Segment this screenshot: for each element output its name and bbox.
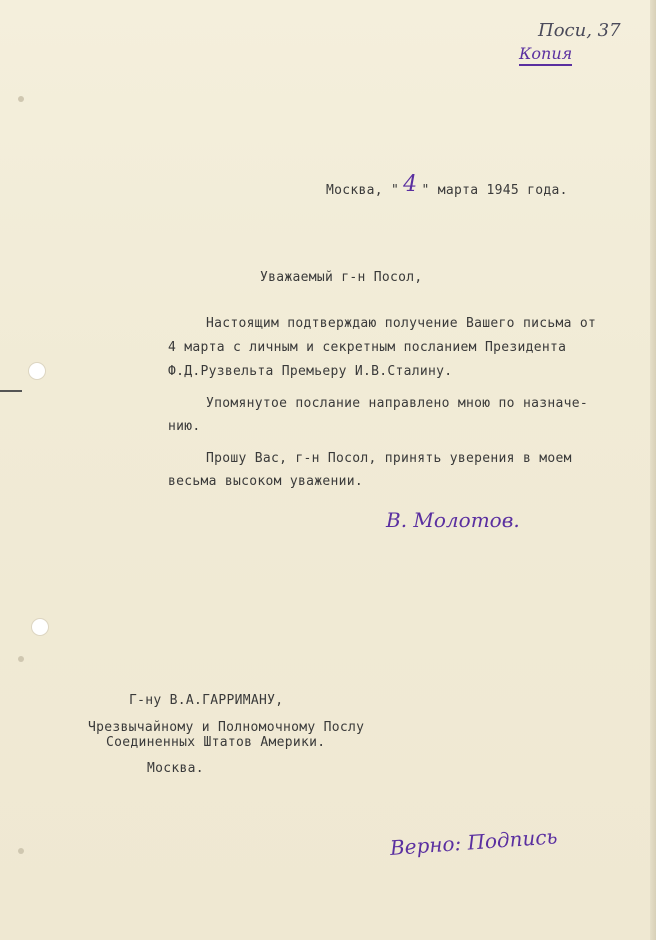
recipient-city: Москва. [147, 761, 204, 776]
body-line: нию. [168, 419, 201, 434]
body-line: 4 марта с личным и секретным посланием Президента [168, 340, 567, 355]
salutation: Уважаемый г-н Посол, [260, 270, 423, 285]
body-line: Ф.Д.Рузвельта Премьеру И.В.Сталину. [168, 364, 453, 379]
date-line [326, 172, 568, 200]
certification-mark: Верно: Подпись [389, 824, 559, 860]
date-prefix: Москва, " [326, 183, 400, 198]
body-line: весьма высоком уважении. [168, 474, 364, 489]
margin-smudge [18, 656, 24, 662]
signature: В. Молотов. [386, 508, 520, 532]
margin-smudge [18, 848, 24, 854]
recipient-title-line1: Чрезвычайному и Полномочному Послу [88, 720, 365, 735]
copy-label: Копия [519, 44, 572, 66]
recipient-name: Г-ну В.А.ГАРРИМАНУ, [129, 693, 284, 708]
body-line: Настоящим подтверждаю получение Вашего письма от [206, 316, 597, 331]
recipient-title-line2: Соединенных Штатов Америки. [106, 735, 326, 750]
date-suffix: " марта 1945 года. [421, 183, 568, 198]
margin-tick-mark [0, 390, 22, 392]
date-day-handwritten: 4 [403, 172, 418, 197]
margin-smudge [18, 96, 24, 102]
paper-edge [650, 0, 656, 940]
archive-reference-note: Поси, 37 [538, 20, 621, 41]
body-line: Упомянутое послание направлено мною по назначе- [206, 396, 588, 411]
punch-hole-bottom [31, 618, 49, 636]
body-line: Прошу Вас, г-н Посол, принять уверения в моем [206, 451, 572, 466]
punch-hole-top [28, 362, 46, 380]
